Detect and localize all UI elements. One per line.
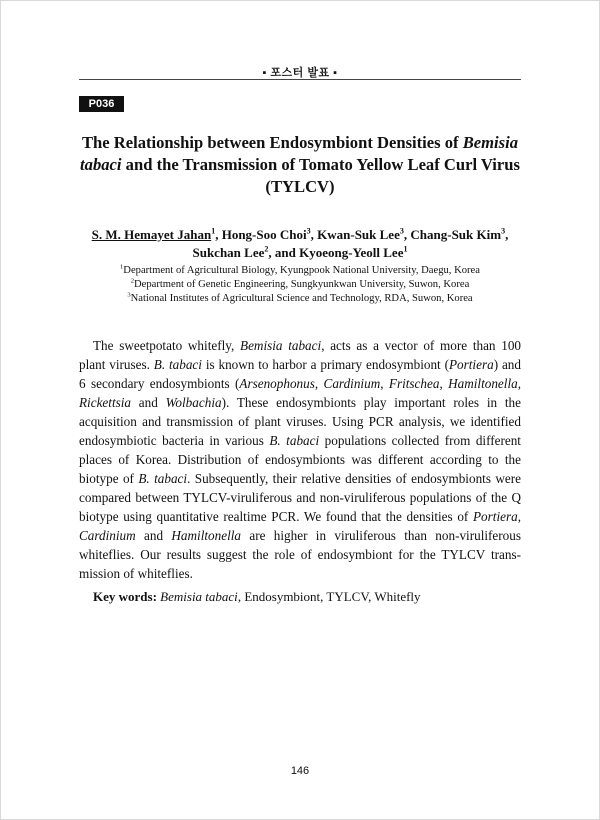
paper-title: [79, 132, 521, 198]
affiliation: [79, 264, 521, 278]
author: [410, 227, 505, 242]
author-affiliation-mark: 3: [501, 226, 506, 236]
abstract-term: Hamiltonella: [448, 376, 518, 391]
title-part: and the Transmission of Tomato Yellow Leaf Curl Virus (TYLCV): [121, 155, 520, 196]
author-affiliation-mark: 2: [264, 244, 269, 254]
affiliation-text: National Institutes of Agricultural Science and Technology, RDA, Suwon, Korea: [130, 293, 473, 304]
abstract-text: ,: [517, 509, 521, 524]
abstract-term: B. tabaci: [269, 433, 320, 448]
affiliation-list: [79, 264, 521, 306]
abstract-text: ). These endosymbionts play important roles in the acquisition and transmission of plant viruses. Using PCR analysis, we identified endosymbiotic bacteria in various: [79, 395, 522, 448]
affiliation-number: 1: [120, 263, 124, 271]
abstract-text: is known to harbor a primary endosymbiont (: [201, 357, 449, 372]
affiliation: [79, 292, 521, 306]
author-separator: ,: [505, 227, 509, 242]
abstract-term: Cardinium: [323, 376, 381, 391]
abstract-text: ) and 6 secondary endosymbionts (: [79, 357, 521, 391]
abstract-text: , acts as a vector of more than 100 plant viruses.: [79, 338, 522, 372]
author: [299, 245, 407, 260]
author-name: Kyoeong-Yeoll Lee: [299, 245, 404, 260]
author: [222, 227, 311, 242]
affiliation-text: Department of Agricultural Biology, Kyungpook National University, Daegu, Korea: [123, 265, 480, 276]
abstract-term: Bemisia tabaci: [240, 338, 322, 353]
abstract-term: Hamiltonella: [171, 528, 241, 543]
keywords-rest: , Endosymbiont, TYLCV, Whitefly: [237, 589, 421, 604]
author-affiliation-mark: 3: [399, 226, 404, 236]
affiliation-text: Department of Genetic Engineering, Sungkyunkwan University, Suwon, Korea: [133, 279, 470, 290]
abstract-term: Arsenophonus: [239, 376, 315, 391]
title-part: The Relationship between Endosymbiont Densities of: [81, 133, 463, 152]
author-list: [79, 226, 521, 262]
abstract-text: and: [135, 528, 172, 543]
header-rule: [79, 79, 521, 80]
abstract-term: B. tabaci: [153, 357, 202, 372]
abstract-term: Fritschea: [388, 376, 440, 391]
author: [92, 227, 216, 242]
abstract-term: Portiera: [473, 509, 518, 524]
author-name: Hong-Soo Choi: [221, 227, 307, 242]
author-name: Sukchan Lee: [192, 245, 265, 260]
title-species: Bemisia tabaci: [80, 133, 519, 174]
abstract-term: Portiera: [448, 357, 494, 372]
author: [192, 245, 268, 260]
author-separator: ,: [403, 227, 411, 242]
keyword-species: Bemisia tabaci: [160, 589, 238, 604]
affiliation-number: 2: [130, 277, 134, 285]
abstract-text: ,: [380, 376, 389, 391]
section-header: ▪ 포스터 발표 ▪: [262, 67, 338, 79]
poster-code-badge: P036: [79, 96, 124, 112]
abstract-text: ,: [517, 376, 522, 391]
keywords: [93, 587, 521, 606]
affiliation-number: 3: [127, 291, 131, 299]
author-separator: ,: [310, 227, 318, 242]
abstract-term: B. tabaci: [138, 471, 188, 486]
abstract-text: are higher in viruliferous than non-viruliferous whiteflies. Our results suggest the role of endosymbiont for the TYLCV transmission of whiteflies.: [79, 528, 521, 581]
author: [317, 227, 404, 242]
author-name: Kwan-Suk Lee: [317, 227, 400, 242]
author-affiliation-mark: 3: [306, 226, 311, 236]
author-affiliation-mark: 1: [211, 226, 216, 236]
keywords-label: Key words:: [93, 589, 157, 604]
author-name: Chang-Suk Kim: [410, 227, 502, 242]
affiliation: [79, 278, 521, 292]
author-name: S. M. Hemayet Jahan: [91, 227, 212, 242]
author-affiliation-mark: 1: [403, 244, 408, 254]
abstract-text: ,: [439, 376, 449, 391]
abstract-text: The sweetpotato whitefly,: [93, 338, 241, 353]
page-number: 146: [290, 765, 310, 777]
abstract-term: Rickettsia: [79, 395, 131, 410]
abstract: [79, 336, 521, 583]
author-separator: , and: [268, 245, 300, 260]
abstract-term: Cardinium: [79, 528, 136, 543]
author-separator: ,: [215, 227, 222, 242]
abstract-text: . Subsequently, their relative densities of endosymbionts were compared between TYLCV-viruliferous and non-viruliferous populations of the Q biotype using quantitative realtime PCR. We found that the densities of: [79, 471, 521, 524]
abstract-text: ,: [314, 376, 324, 391]
abstract-text: and: [131, 395, 166, 410]
abstract-text: populations collected from different places of Korea. Distribution of endosymbionts was different according to the biotype of: [79, 433, 521, 486]
abstract-term: Wolbachia: [165, 395, 222, 410]
